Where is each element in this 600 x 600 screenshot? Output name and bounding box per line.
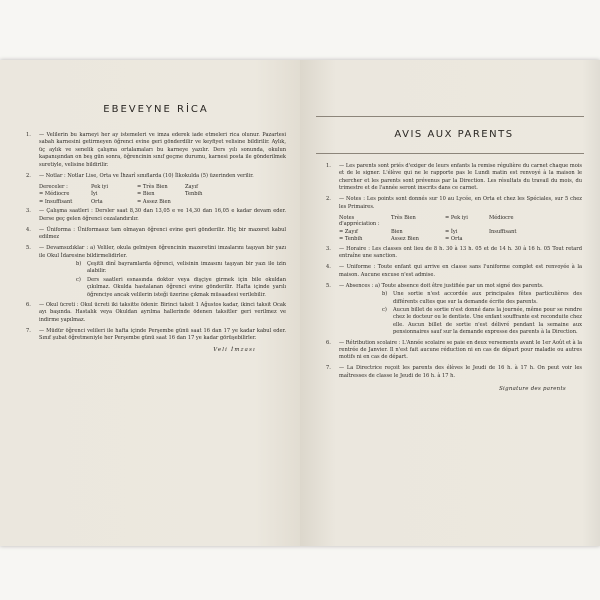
sub-letter: b) bbox=[76, 261, 82, 268]
list-item bbox=[326, 246, 582, 261]
item-text: — Velilerin bu karneyi her ay istemeleri ve imza ederek iade etmeleri rica olunur. Pazartesi sabah karnesini getirmeyen öğrenci evine geri gönderdilir ve keyfiyet velisine bildirilir. Aylık, üç aylık ve senelik çalışma ortalamaları bu karneye yazılır. Ders yılı sonunda, okulun kapanışından on beş gün sonra, öğrencinin sınıf geçme durumu, karnesi posta ile gönderilmek suretiyle, velisine bildirilir. bbox=[39, 132, 286, 168]
item-number: 1. bbox=[326, 163, 331, 169]
parent-signature-label: Signature des parents bbox=[499, 386, 566, 393]
grade-cell: Orta bbox=[91, 198, 103, 205]
absence-subitems bbox=[382, 291, 582, 336]
title-rule-bottom bbox=[316, 153, 584, 154]
grade-cell: Pek iyi bbox=[91, 183, 109, 190]
list-item bbox=[326, 283, 582, 290]
item-text: — Çalışma saatleri : Dersler saat 8,30 dan 13,05 e ve 14,30 dan 16,05 e kadar devam eder. Derse geç gelen öğrenci cezalandırılır. bbox=[39, 208, 286, 222]
absence-subitems bbox=[76, 261, 286, 299]
item-text: — Okul ücreti : Okul ücreti iki taksitte ödenir. Birinci taksit 1 Ağustos kadar, ikinci taksit Ocak ayı başında. Hastalık veya Okuldan ayrılma hallerinde ödenen taksitler geri verilmez ve indirme yapılmaz. bbox=[39, 302, 286, 323]
sub-letter: b) bbox=[382, 291, 388, 298]
item-text: — Horaire : Les classes ont lieu de 8 h. 30 à 13 h. 05 et de 14 h. 30 à 16 h. 05 Tout retard entraîne une sanction. bbox=[339, 246, 582, 260]
right-page bbox=[300, 60, 600, 546]
grade-cell: Très Bien bbox=[391, 214, 416, 221]
item-text: — Uniforme : Toute enfant qui arrive en classe sans l'uniforme complet est renvoyée à la maison. Aucune excuse n'est admise. bbox=[339, 264, 582, 278]
list-item bbox=[326, 340, 582, 362]
grades-label: Notes d'appréciation : bbox=[339, 214, 380, 228]
item-number: 6. bbox=[26, 302, 31, 309]
item-text: — Rétribution scolaire : L'Année scolaire se paie en deux versements avant le 1er Août et à la rentrée de Janvier. Il n'est fait aucune réduction ni en cas de départ pour maladie ou autres motifs ni en cas de départ. bbox=[339, 339, 582, 361]
item-text: — Üniforma : Üniformasız tam olmayan öğrenci evine geri gönderilir. Hiç bir mazeret kabul edilmez bbox=[39, 226, 286, 241]
list-item bbox=[26, 173, 286, 180]
item-text: — Notes : Les points sont donnés sur 10 au Lycée, en Orta et chez les Spéciales, sur 5 chez les Primaires. bbox=[339, 196, 582, 210]
grade-cell: = İyi bbox=[445, 228, 458, 235]
list-item bbox=[26, 227, 286, 242]
list-item bbox=[326, 196, 582, 211]
list-item bbox=[26, 132, 286, 169]
item-number: 7. bbox=[26, 327, 31, 334]
grade-cell: = Très Bien bbox=[137, 183, 168, 190]
list-item bbox=[26, 245, 286, 260]
grades-table-row-2 bbox=[39, 191, 286, 198]
grade-cell: = Zayıf bbox=[339, 228, 358, 235]
sub-letter: c) bbox=[382, 307, 387, 314]
item-number: 2. bbox=[326, 196, 331, 203]
item-number: 4. bbox=[326, 264, 331, 271]
item-text: — Absences : a) Toute absence doit être justifiée par un mot signé des parents. bbox=[339, 282, 544, 289]
grade-cell: İyi bbox=[91, 191, 98, 198]
item-number: 4. bbox=[26, 226, 31, 233]
item-number: 3. bbox=[26, 208, 31, 215]
title-rule-top bbox=[316, 116, 584, 117]
grade-cell: = Bien bbox=[137, 191, 155, 198]
item-number: 3. bbox=[326, 246, 331, 252]
grade-cell: Médiocre bbox=[489, 214, 514, 221]
sub-item bbox=[382, 291, 582, 306]
grade-cell: = Insuffisant bbox=[39, 198, 73, 205]
left-page-title: EBEVEYNE RİCA bbox=[103, 104, 209, 115]
item-number: 1. bbox=[26, 132, 31, 138]
sub-item bbox=[76, 261, 286, 276]
list-item bbox=[326, 264, 582, 279]
grades-table-row-2 bbox=[339, 229, 582, 236]
list-item bbox=[26, 208, 286, 223]
grade-cell: Tenbih bbox=[185, 191, 203, 198]
item-text: — Notlar : Notlar Lise, Orta ve İhzarî sınıflarda (10) İlkokulda (5) üzerinden verilir. bbox=[39, 172, 254, 179]
list-item bbox=[326, 163, 582, 193]
item-number: 5. bbox=[326, 282, 331, 289]
item-text: — Les parents sont priés d'exiger de leurs enfants la remise régulière du carnet chaque mois et de le signer. L'élève qui ne le rapporte pas le Lundi matin est renvoyé à la maison le chercher et les parents sont prévenus par la Direction. Les résultats du travail du mois, du trimestre et de l'année seront inscrits dans ce carnet. bbox=[339, 163, 582, 192]
grade-cell: = Assez Bien bbox=[137, 198, 171, 205]
parent-signature-label: Veli İmzası bbox=[213, 346, 256, 353]
grades-table bbox=[39, 184, 286, 191]
sub-item bbox=[76, 277, 286, 299]
sub-text: Ders saatleri esnasında doktor veya dişçiye girmek için bile okuldan çıkılmaz. Okulda hastalanan öğrenci evine gönderilir. Hafta içinde yarılı öğrenciye ancak velilerin isteği üzerine çıkmak müsaadesi verilebilir. bbox=[87, 276, 286, 298]
sub-letter: c) bbox=[76, 276, 81, 283]
left-page bbox=[0, 60, 300, 546]
grade-cell: Zayıf bbox=[185, 183, 198, 190]
sub-item bbox=[382, 307, 582, 337]
list-item bbox=[26, 302, 286, 324]
grade-cell: = Tenbih bbox=[339, 236, 363, 243]
left-items bbox=[26, 132, 286, 343]
right-page-title: AVIS AUX PARENTS bbox=[394, 129, 514, 140]
sub-text: Aucun billet de sortie n'est donné dans la journée, même pour se rendre chez le docteur ou le dentiste. Une enfant souffrante est reconduite chez elle. Aucun billet de sortie n'est délivré pendant la semaine aux pensionnaires sauf sur la demande expresse des parents à la Direction. bbox=[393, 307, 582, 336]
list-item bbox=[326, 365, 582, 380]
grade-cell: = Orta bbox=[445, 236, 463, 243]
grade-cell: = Pek iyi bbox=[445, 214, 468, 221]
sub-text: Une sortie n'est accordée aux principales fêtes particulières des différents cultes que sur la demande écrite des parents. bbox=[393, 291, 582, 305]
grade-cell: Bien bbox=[391, 228, 403, 235]
grades-table-row-3 bbox=[39, 199, 286, 206]
grades-table bbox=[339, 215, 582, 228]
grade-cell: Insuffisant bbox=[489, 228, 517, 235]
page-edge-shadow bbox=[582, 60, 600, 546]
item-text: — Müdür öğrenci velileri ile hafta içinde Perşembe günü saat 16 dan 17 ye kadar kabul eder. Sınıf şubat öğretmeniyle her Perşembe günü saat 16 dan 17 ye kadar görüşebilirler. bbox=[39, 327, 286, 342]
right-items bbox=[326, 163, 582, 380]
item-text: — Devamsızlıklar : a) Veliler, okula gelmiyen öğrencinin mazeretini imzalarını taşıyan bir yazı ile Okul İdaresine bildirmelidirler. bbox=[39, 245, 286, 259]
grades-label: Dereceler : bbox=[39, 183, 68, 190]
item-number: 5. bbox=[26, 245, 31, 252]
list-item bbox=[26, 328, 286, 343]
grades-table-row-3 bbox=[339, 236, 582, 243]
booklet-spread bbox=[0, 60, 600, 546]
sub-text: Çeşitli dinî bayramlarda öğrenci, velisinin imzasını taşıyan bir yazı ile izin alabilir. bbox=[87, 261, 286, 275]
item-number: 7. bbox=[326, 365, 331, 372]
item-number: 6. bbox=[326, 339, 331, 346]
grade-cell: Assez Bien bbox=[391, 236, 419, 243]
grade-cell: = Médiocre bbox=[39, 191, 70, 198]
item-number: 2. bbox=[26, 172, 31, 179]
item-text: — La Directrice reçoit les parents des élèves le Jeudi de 16 h. à 17 h. On peut voir les maîtresses de classe le Jeudi de 16 h. à 17 h. bbox=[339, 365, 582, 379]
